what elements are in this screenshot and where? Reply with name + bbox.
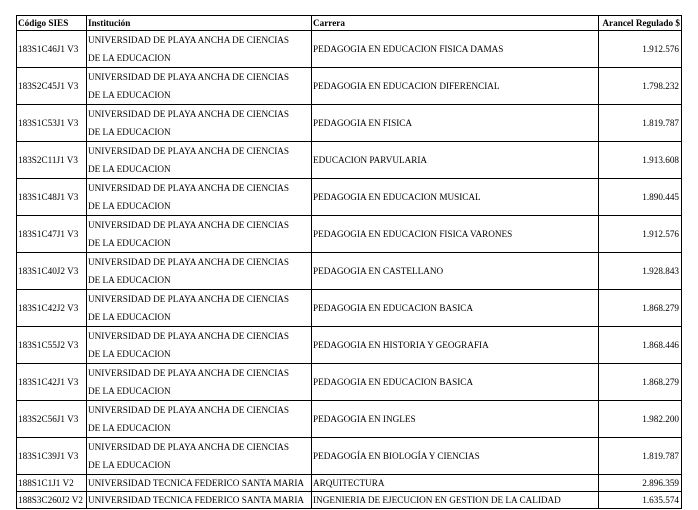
cell-institucion bbox=[87, 68, 312, 105]
cell-codigo: 188S3C260J2 V2 bbox=[17, 492, 87, 509]
cell-carrera: PEDAGOGÍA EN BIOLOGÍA Y CIENCIAS bbox=[312, 438, 599, 475]
institucion-line-2: DE LA EDUCACION bbox=[88, 275, 171, 285]
cell-codigo: 183S1C39J1 V3 bbox=[17, 438, 87, 475]
cell-institucion bbox=[87, 105, 312, 142]
institucion-line-2: DE LA EDUCACION bbox=[88, 238, 171, 248]
cell-arancel: 1.819.787 bbox=[599, 438, 682, 475]
cell-institucion: UNIVERSIDAD TECNICA FEDERICO SANTA MARIA bbox=[87, 492, 312, 509]
cell-arancel: 1.928.843 bbox=[599, 253, 682, 290]
institucion-line-2: DE LA EDUCACION bbox=[88, 423, 171, 433]
institucion-line-1: UNIVERSIDAD DE PLAYA ANCHA DE CIENCIAS bbox=[88, 368, 290, 378]
header-carrera: Carrera bbox=[312, 16, 599, 31]
cell-institucion bbox=[87, 290, 312, 327]
aranceles-table bbox=[16, 15, 682, 509]
institucion-line-2: DE LA EDUCACION bbox=[88, 312, 171, 322]
cell-carrera: PEDAGOGIA EN EDUCACION MUSICAL bbox=[312, 179, 599, 216]
cell-codigo: 183S1C47J1 V3 bbox=[17, 216, 87, 253]
institucion-line-2: DE LA EDUCACION bbox=[88, 386, 171, 396]
cell-carrera: PEDAGOGIA EN CASTELLANO bbox=[312, 253, 599, 290]
cell-institucion bbox=[87, 253, 312, 290]
institucion-line-1: UNIVERSIDAD DE PLAYA ANCHA DE CIENCIAS bbox=[88, 183, 290, 193]
table-row bbox=[17, 475, 682, 492]
cell-arancel: 1.868.279 bbox=[599, 290, 682, 327]
table-row bbox=[17, 492, 682, 509]
cell-codigo: 183S2C11J1 V3 bbox=[17, 142, 87, 179]
header-row bbox=[17, 16, 682, 31]
cell-arancel: 1.635.574 bbox=[599, 492, 682, 509]
cell-codigo: 188S1C1J1 V2 bbox=[17, 475, 87, 492]
cell-institucion bbox=[87, 179, 312, 216]
cell-carrera: EDUCACION PARVULARIA bbox=[312, 142, 599, 179]
cell-arancel: 1.819.787 bbox=[599, 105, 682, 142]
table-row bbox=[17, 253, 682, 290]
institucion-line-2: DE LA EDUCACION bbox=[88, 164, 171, 174]
cell-codigo: 183S1C53J1 V3 bbox=[17, 105, 87, 142]
institucion-line-1: UNIVERSIDAD DE PLAYA ANCHA DE CIENCIAS bbox=[88, 35, 290, 45]
institucion-line-1: UNIVERSIDAD DE PLAYA ANCHA DE CIENCIAS bbox=[88, 72, 290, 82]
cell-codigo: 183S1C40J2 V3 bbox=[17, 253, 87, 290]
cell-codigo: 183S2C45J1 V3 bbox=[17, 68, 87, 105]
cell-codigo: 183S1C46J1 V3 bbox=[17, 31, 87, 68]
cell-carrera: PEDAGOGIA EN FISICA bbox=[312, 105, 599, 142]
cell-institucion bbox=[87, 31, 312, 68]
institucion-line-1: UNIVERSIDAD DE PLAYA ANCHA DE CIENCIAS bbox=[88, 442, 290, 452]
cell-carrera: PEDAGOGIA EN INGLES bbox=[312, 401, 599, 438]
table-row bbox=[17, 216, 682, 253]
header-institucion: Institución bbox=[87, 16, 312, 31]
cell-arancel: 1.890.445 bbox=[599, 179, 682, 216]
cell-carrera: PEDAGOGIA EN EDUCACION FISICA DAMAS bbox=[312, 31, 599, 68]
cell-arancel: 1.912.576 bbox=[599, 31, 682, 68]
cell-arancel: 1.868.279 bbox=[599, 364, 682, 401]
cell-institucion bbox=[87, 364, 312, 401]
cell-carrera: PEDAGOGIA EN HISTORIA Y GEOGRAFIA bbox=[312, 327, 599, 364]
cell-arancel: 1.982.200 bbox=[599, 401, 682, 438]
institucion-line-1: UNIVERSIDAD DE PLAYA ANCHA DE CIENCIAS bbox=[88, 257, 290, 267]
cell-codigo: 183S1C42J1 V3 bbox=[17, 364, 87, 401]
cell-carrera: PEDAGOGIA EN EDUCACION DIFERENCIAL bbox=[312, 68, 599, 105]
institucion-line-2: DE LA EDUCACION bbox=[88, 349, 171, 359]
institucion-line-1: UNIVERSIDAD DE PLAYA ANCHA DE CIENCIAS bbox=[88, 220, 290, 230]
table-row bbox=[17, 142, 682, 179]
cell-carrera: PEDAGOGIA EN EDUCACION BASICA bbox=[312, 364, 599, 401]
table-row bbox=[17, 179, 682, 216]
header-arancel: Arancel Regulado $ bbox=[599, 16, 682, 31]
institucion-line-1: UNIVERSIDAD DE PLAYA ANCHA DE CIENCIAS bbox=[88, 405, 290, 415]
institucion-line-2: DE LA EDUCACION bbox=[88, 90, 171, 100]
institucion-line-1: UNIVERSIDAD DE PLAYA ANCHA DE CIENCIAS bbox=[88, 146, 290, 156]
institucion-line-2: DE LA EDUCACION bbox=[88, 127, 171, 137]
table-row bbox=[17, 290, 682, 327]
institucion-line-1: UNIVERSIDAD DE PLAYA ANCHA DE CIENCIAS bbox=[88, 331, 290, 341]
institucion-line-2: DE LA EDUCACION bbox=[88, 201, 171, 211]
cell-arancel: 1.868.446 bbox=[599, 327, 682, 364]
cell-arancel: 1.912.576 bbox=[599, 216, 682, 253]
cell-codigo: 183S1C48J1 V3 bbox=[17, 179, 87, 216]
cell-codigo: 183S1C55J2 V3 bbox=[17, 327, 87, 364]
table-row bbox=[17, 327, 682, 364]
cell-codigo: 183S2C56J1 V3 bbox=[17, 401, 87, 438]
cell-codigo: 183S1C42J2 V3 bbox=[17, 290, 87, 327]
cell-carrera: PEDAGOGIA EN EDUCACION FISICA VARONES bbox=[312, 216, 599, 253]
cell-arancel: 2.896.359 bbox=[599, 475, 682, 492]
table-row bbox=[17, 105, 682, 142]
institucion-line-2: DE LA EDUCACION bbox=[88, 460, 171, 470]
cell-arancel: 1.913.608 bbox=[599, 142, 682, 179]
institucion-line-1: UNIVERSIDAD DE PLAYA ANCHA DE CIENCIAS bbox=[88, 294, 290, 304]
cell-carrera: ARQUITECTURA bbox=[312, 475, 599, 492]
cell-institucion bbox=[87, 401, 312, 438]
cell-institucion bbox=[87, 142, 312, 179]
cell-institucion bbox=[87, 216, 312, 253]
table-row bbox=[17, 364, 682, 401]
table-row bbox=[17, 68, 682, 105]
cell-institucion bbox=[87, 438, 312, 475]
institucion-line-2: DE LA EDUCACION bbox=[88, 53, 171, 63]
institucion-line-1: UNIVERSIDAD DE PLAYA ANCHA DE CIENCIAS bbox=[88, 109, 290, 119]
header-codigo-sies: Código SIES bbox=[17, 16, 87, 31]
cell-carrera: INGENIERIA DE EJECUCION EN GESTION DE LA CALIDAD bbox=[312, 492, 599, 509]
cell-arancel: 1.798.232 bbox=[599, 68, 682, 105]
cell-institucion: UNIVERSIDAD TECNICA FEDERICO SANTA MARIA bbox=[87, 475, 312, 492]
table-row bbox=[17, 31, 682, 68]
table-row bbox=[17, 401, 682, 438]
cell-carrera: PEDAGOGIA EN EDUCACION BASICA bbox=[312, 290, 599, 327]
cell-institucion bbox=[87, 327, 312, 364]
table-row bbox=[17, 438, 682, 475]
